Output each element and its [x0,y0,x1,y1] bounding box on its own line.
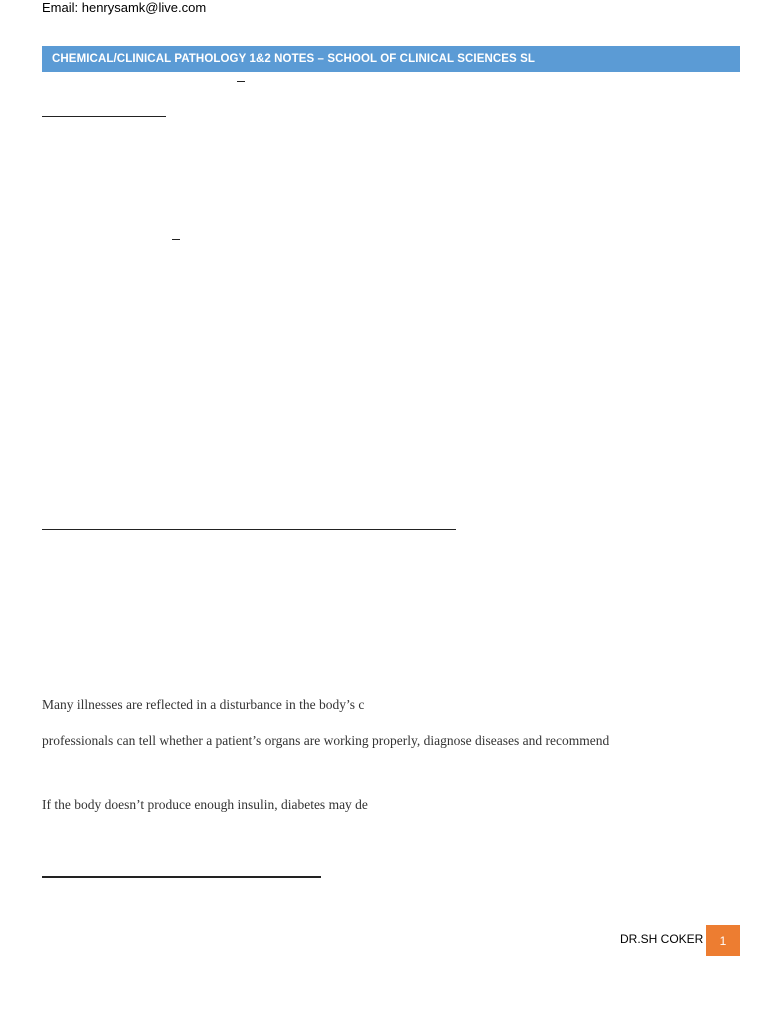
footer-author: DR.SH COKER [620,932,704,946]
body-paragraph: Many illnesses are reflected in a disturbance in the body’s c [42,697,365,712]
body-paragraph: If the body doesn’t produce enough insulin, diabetes may de [42,797,368,812]
author-email: Email: henrysamk@live.com [42,0,207,15]
document-header-bar [42,46,740,72]
body-paragraph: professionals can tell whether a patient’s organs are working properly, diagnose diseases and recommend [42,733,610,748]
dash-mark [237,81,245,82]
page-number: 1 [719,933,727,948]
underline-rule [42,876,321,878]
underline-rule [42,529,456,530]
underline-rule [42,116,166,117]
page-number-badge [706,925,740,956]
dash-mark [172,239,180,240]
document-title: CHEMICAL/CLINICAL PATHOLOGY 1&2 NOTES – SCHOOL OF CLINICAL SCIENCES SL [52,53,536,65]
